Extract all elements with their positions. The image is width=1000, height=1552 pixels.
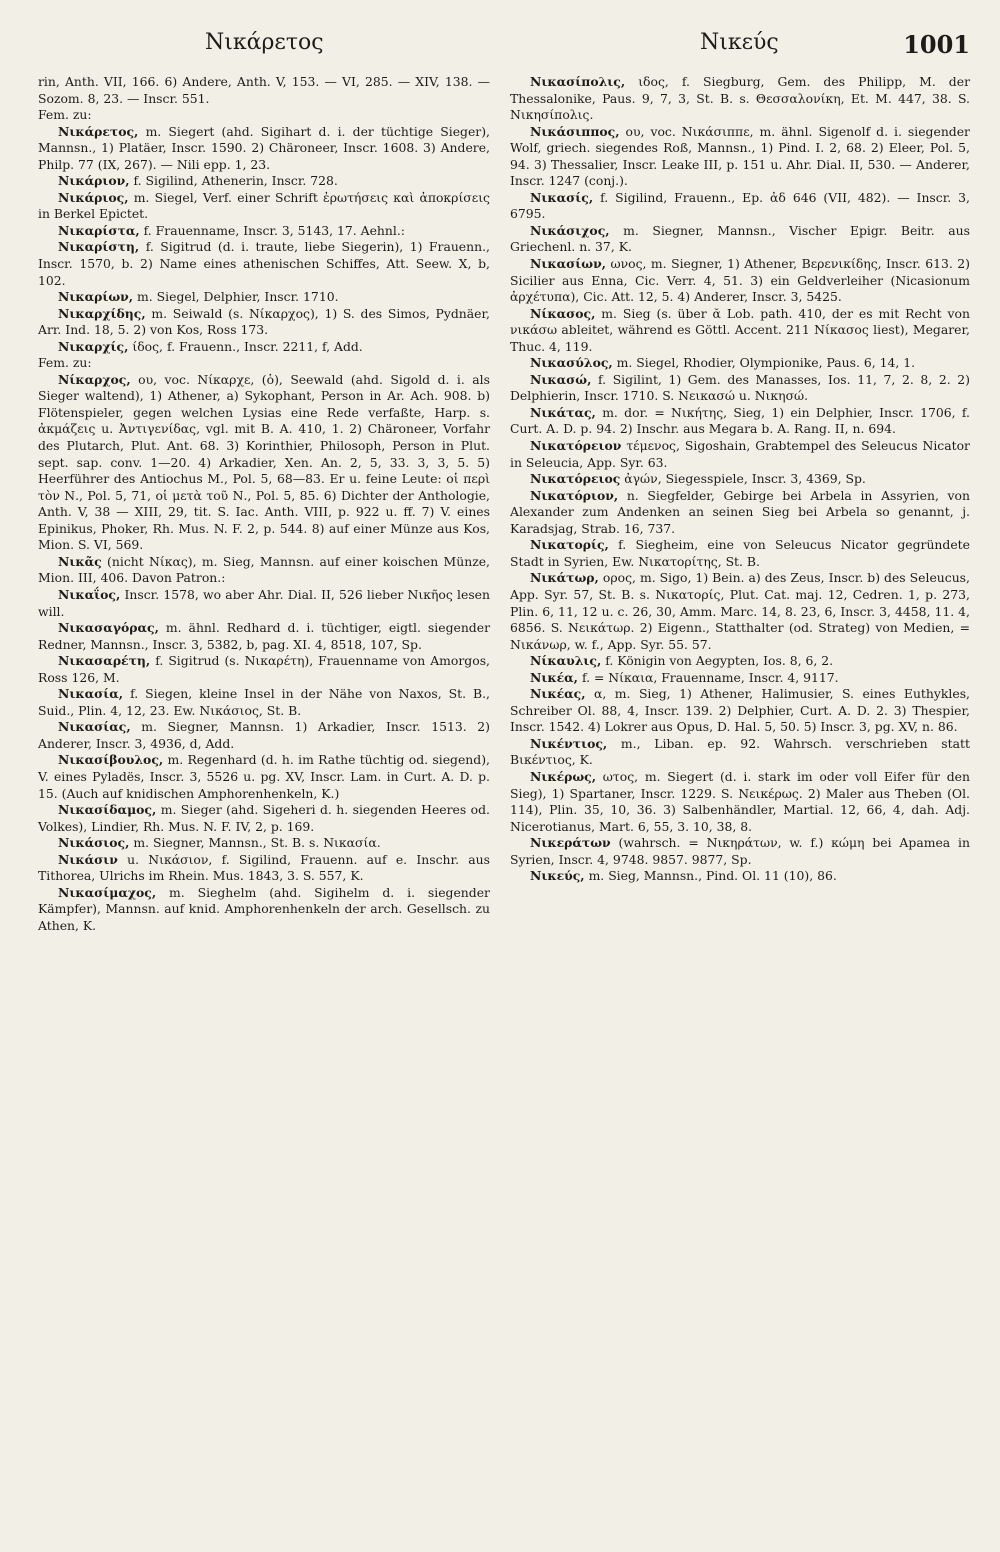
entry-text: m. dor. = Νικήτης, Sieg, 1) ein Delphier, Inscr. 1706, f. Curt. A. D. p. 94. 2) Inschr. aus Megara b. A. Rang. II, n. 694. — [510, 404, 970, 437]
dictionary-entry — [510, 670, 970, 687]
entry-text: ορος, m. Sigo, 1) Bein. a) des Zeus, Inscr. b) des Seleucus, App. Syr. 57, St. B. s. Νικατορίς, Plut. Cat. maj. 12, Cedren. 1, p. 273, Plin. 6, 11, 12 u. c. 26, 30, Amm. Marc. 14, 8. 23, 6, Inscr. 3, 4458, 11. 4, 6856. S. Νεικάτωρ. 2) Eigenn., Statthalter (od. Strateg) von Medien, = Νικάνωρ, w. f., App. Syr. 55. 57. — [510, 570, 970, 652]
entry-text: ίδος, f. Frauenn., Inscr. 2211, f, Add. — [132, 338, 363, 354]
entry-text: (nicht Νίκας), m. Sieg, Mannsn. auf einer koischen Münze, Mion. III, 406. Davon Patron.: — [38, 553, 490, 586]
entry-text: Inscr. 1578, wo aber Ahr. Dial. II, 526 lieber Νικῆος lesen will. — [38, 586, 490, 619]
dictionary-entry — [38, 223, 490, 240]
entry-text: f. Siegen, kleine Insel in der Nähe von Naxos, St. B., Suid., Plin. 4, 12, 23. Ew. Νικάσιος, St. B. — [38, 686, 490, 718]
dictionary-entry — [38, 835, 490, 852]
entry-text: f. Sigilint, 1) Gem. des Manasses, Ios. 11, 7, 2. 8, 2. 2) Delphierin, Inscr. 1710. S. Νεικασώ u. Νικησώ. — [510, 371, 970, 404]
entry-headword: Νικᾶς — [58, 553, 102, 569]
entry-headword: Νικατορίς, — [530, 537, 609, 553]
entry-headword: Νικάριος, — [58, 189, 129, 205]
entry-headword: Νικέρως, — [530, 768, 597, 784]
entry-text: n. Siegfelder, Gebirge bei Arbela in Assyrien, von Alexander zum Andenken an seinen Sieg bei Arbela so genannt, j. Karadsjag, Strab. 16, 737. — [510, 487, 970, 536]
dictionary-entry — [510, 537, 970, 570]
dictionary-entry — [38, 620, 490, 653]
dictionary-entry — [510, 372, 970, 405]
entry-headword: Νικέντιος, — [530, 735, 608, 751]
dictionary-entry — [38, 289, 490, 306]
entry-text: Fem. zu: — [38, 107, 92, 123]
entry-text: f. Königin von Aegypten, Ios. 8, 6, 2. — [605, 653, 834, 669]
entry-text: ωτος, m. Siegert (d. i. stark im oder voll Eifer für den Sieg), 1) Spartaner, Inscr. 1229. S. Νεικέρως. 2) Maler aus Theben (Ol. 114), Plin. 35, 10, 36. 3) Salbenhändler, Martial. 12, 66, 4, dah. Adj. Nicerotianus, Mart. 6, 55, 3. 10, 38, 8. — [510, 768, 970, 834]
entry-headword: Νικέας, — [530, 686, 586, 702]
dictionary-entry — [38, 339, 490, 356]
dictionary-entry — [38, 124, 490, 174]
dictionary-entry — [38, 355, 490, 372]
header-right-title: Νικεύς — [700, 30, 779, 55]
entry-headword: Νικασίβουλος, — [58, 752, 164, 768]
dictionary-entry — [38, 173, 490, 190]
entry-text: ἀγών, Siegesspiele, Inscr. 3, 4369, Sp. — [624, 471, 866, 487]
entry-text: f. = Νίκαια, Frauenname, Inscr. 4, 9117. — [581, 669, 839, 685]
entry-text: f. Siegheim, eine von Seleucus Nicator gegründete Stadt in Syrien, Ew. Νικατορίτης, St. B. — [510, 537, 970, 569]
entry-headword: Νικαρχίδης, — [58, 305, 146, 321]
entry-headword: Νικασαρέτη, — [58, 653, 151, 669]
entry-text: ου, voc. Νίκαρχε, (ὁ), Seewald (ahd. Sigold d. i. als Sieger waltend), 1) Athener, a) Sykophant, Person in Ar. Ach. 908. b) Flötenspieler, gegen welchen Lysias eine Rede verfaßte, Harp. s. ἀκμάζεις u. Ἀντιγενίδας, vgl. mit B. A. 410, 1. 2) Chäroneer, Vorfahr des Plutarch, Plut. Ant. 68. 3) Korinthier, Philosoph, Person in Plut. sept. sap. conv. 1—20. 4) Arkadier, Xen. An. 2, 5, 33. 3, 3, 5. 5) Heerführer des Antiochus M., Pol. 5, 68—83. Er u. feine Leute: οἱ περὶ τὸν Ν., Pol. 5, 71, οἱ μετὰ τοῦ Ν., Pol. 5, 85. 6) Dichter der Anthologie, Anth. V, 38 — XIII, 29, tit. S. Iac. Anth. VIII, p. 922 u. ff. 7) V. eines Epinikus, Phoker, Rh. Mus. N. F. 2, p. 544. 8) auf einer Münze aus Kos, Mion. S. VI, 569. — [38, 371, 490, 553]
entry-headword: Νικαρχίς, — [58, 338, 129, 354]
entry-headword: Νίκασος, — [530, 305, 596, 321]
entry-headword: Νίκαυλις, — [530, 653, 602, 669]
dictionary-entry — [38, 306, 490, 339]
dictionary-entry — [510, 124, 970, 190]
entry-text: m. Regenhard (d. h. im Rathe tüchtig od. siegend), V. eines Pyladës, Inscr. 3, 5526 u. pg. XV, Inscr. Lam. in Curt. A. D. p. 15. (Auch auf knidischen Amphorenhenkeln, K.) — [38, 752, 490, 801]
entry-text: m. Siegner, Mannsn. 1) Arkadier, Inscr. 1513. 2) Anderer, Inscr. 3, 4936, d, Add. — [38, 719, 490, 751]
dictionary-entry — [510, 570, 970, 653]
entry-text: m., Liban. ep. 92. Wahrsch. verschrieben statt Βικέντιος, K. — [510, 735, 970, 768]
dictionary-entry — [510, 835, 970, 868]
dictionary-entry — [510, 223, 970, 256]
entry-text: α, m. Sieg, 1) Athener, Halimusier, S. eines Euthykles, Schreiber Ol. 88, 4, Inscr. 139. 2) Delphier, Curt. A. D. 2. 3) Thespier, Inscr. 1542. 4) Lokrer aus Opus, D. Hal. 5, 50. 5) Inscr. 3, pg. XV, n. 86. — [510, 686, 970, 735]
dictionary-entry — [38, 107, 490, 124]
entry-headword: Νικασίς, — [530, 189, 594, 205]
entry-text: m. Siegner, Mannsn., Vischer Epigr. Beitr. aus Griechenl. n. 37, K. — [510, 222, 970, 255]
entry-text: m. Siegert (ahd. Sigihart d. i. der tüchtige Sieger), Mannsn., 1) Platäer, Inscr. 1590. 2) Chäroneer, Inscr. 1608. 3) Andere, Philp. 77 (IX, 267). — Nili epp. 1, 23. — [38, 123, 490, 172]
dictionary-entry — [510, 405, 970, 438]
entry-text: ιδος, f. Siegburg, Gem. des Philipp, M. der Thessalonike, Paus. 9, 7, 3, St. B. s. Θεσσαλονίκη, Et. M. 447, 38. S. Νικησίπολις. — [510, 74, 970, 123]
dictionary-entry — [38, 190, 490, 223]
dictionary-entry — [38, 686, 490, 719]
entry-text: m. Siegel, Delphier, Inscr. 1710. — [137, 289, 339, 305]
dictionary-entry — [38, 239, 490, 289]
entry-headword: Νικάριον, — [58, 173, 130, 189]
entry-text: ωνος, m. Siegner, 1) Athener, Βερενικίδης, Inscr. 613. 2) Sicilier aus Enna, Cic. Verr. 4, 51. 3) ein Geldverleiher (Nicasionum ἀρχέτυπα), Cic. Att. 12, 5. 4) Anderer, Inscr. 3, 5425. — [510, 256, 970, 305]
dictionary-entry — [510, 686, 970, 736]
entry-headword: Νικάτωρ, — [530, 570, 599, 586]
entry-headword: Νικαΐος, — [58, 586, 121, 602]
page-number: 1001 — [903, 30, 970, 59]
entry-headword: Νικασαγόρας, — [58, 620, 159, 636]
dictionary-entry — [510, 306, 970, 356]
entry-headword: Νικάσιππος, — [530, 123, 620, 139]
entry-headword: Νικασίας, — [58, 719, 131, 735]
dictionary-entry — [510, 74, 970, 124]
entry-text: m. Siegner, Mannsn., St. B. s. Νικασία. — [133, 835, 381, 851]
entry-text: u. Νικάσιον, f. Sigilind, Frauenn. auf e. Inschr. aus Tithorea, Ulrichs im Rhein. Mus. 1843, 3. S. 557, K. — [38, 851, 490, 884]
dictionary-entry — [38, 719, 490, 752]
dictionary-entry — [510, 736, 970, 769]
entry-headword: Νικάσιος, — [58, 835, 130, 851]
dictionary-entry — [510, 256, 970, 306]
entry-headword: Νικασύλος, — [530, 355, 613, 371]
entry-text: m. Siegel, Rhodier, Olympionike, Paus. 6, 14, 1. — [616, 355, 916, 371]
entry-text: m. Sieger (ahd. Sigeheri d. h. siegenden Heeres od. Volkes), Lindier, Rh. Mus. N. F. IV, 2, p. 169. — [38, 802, 490, 834]
entry-text: rin, Anth. VII, 166. 6) Andere, Anth. V, 153. — VI, 285. — XIV, 138. — Sozom. 8, 23. — Inscr. 551. — [38, 74, 490, 106]
entry-headword: Νικάτας, — [530, 404, 596, 420]
entry-headword: Νικάσιχος, — [530, 222, 610, 238]
dictionary-entry — [38, 554, 490, 587]
dictionary-entry — [38, 852, 490, 885]
dictionary-entry — [510, 355, 970, 372]
left-column — [38, 74, 490, 934]
running-header — [0, 30, 1000, 64]
dictionary-entry — [38, 802, 490, 835]
entry-text: τέμενος, Sigoshain, Grabtempel des Seleucus Nicator in Seleucia, App. Syr. 63. — [510, 438, 970, 470]
dictionary-entry — [510, 769, 970, 835]
entry-headword: Νικατόριον, — [530, 487, 619, 503]
dictionary-entry — [38, 752, 490, 802]
entry-text: f. Sigilind, Athenerin, Inscr. 728. — [133, 173, 338, 189]
entry-text: (wahrsch. = Νικηράτων, w. f.) κώμη bei Apamea in Syrien, Inscr. 4, 9748. 9857. 9877, Sp. — [510, 835, 970, 867]
entry-text: Fem. zu: — [38, 355, 92, 371]
entry-headword: Νικεύς, — [530, 868, 585, 884]
dictionary-entry — [38, 372, 490, 554]
entry-headword: Νικασώ, — [530, 371, 592, 387]
entry-text: m. Sieg (s. über ᾰ Lob. path. 410, der es mit Recht von νικάσω ableitet, während es Göttl. Accent. 211 Νίκασος liest), Megarer, Thuc. 4, 119. — [510, 305, 970, 354]
entry-headword: Νικασίμαχος, — [58, 884, 157, 900]
header-left-title: Νικάρετος — [205, 30, 324, 55]
entry-headword: Νικατόρειον — [530, 438, 622, 454]
entry-text: ου, voc. Νικάσιππε, m. ähnl. Sigenolf d. i. siegender Wolf, griech. siegendes Roß, Mannsn., 1) Pind. I. 2, 68. 2) Eleer, Pol. 5, 94. 3) Thessalier, Inscr. Leake III, p. 151 u. Ahr. Dial. II, 530. — Anderer, Inscr. 1247 (conj.). — [510, 123, 970, 189]
entry-headword: Νικεράτων — [530, 835, 611, 851]
entry-headword: Νικαρίων, — [58, 289, 134, 305]
entry-headword: Νικάσιν — [58, 851, 118, 867]
entry-headword: Νικασίπολις, — [530, 74, 626, 89]
entry-text: m. Seiwald (s. Νίκαρχος), 1) S. des Simos, Pydnäer, Arr. Ind. 18, 5. 2) von Kos, Ross 173. — [38, 305, 490, 338]
dictionary-entry — [38, 653, 490, 686]
entry-text: f. Sigilind, Frauenn., Ep. ἀδ 646 (VII, 482). — Inscr. 3, 6795. — [510, 189, 970, 222]
entry-text: m. ähnl. Redhard d. i. tüchtiger, eigtl. siegender Redner, Mannsn., Inscr. 3, 5382, b, pag. XI. 4, 8518, 107, Sp. — [38, 620, 490, 652]
dictionary-entry — [510, 488, 970, 538]
entry-text: m. Sieghelm (ahd. Sigihelm d. i. siegender Kämpfer), Mannsn. auf knid. Amphorenhenkeln der arch. Gesellsch. zu Athen, K. — [38, 884, 490, 933]
entry-text: m. Sieg, Mannsn., Pind. Ol. 11 (10), 86. — [588, 868, 837, 884]
entry-headword: Νικάρετος, — [58, 123, 139, 139]
dictionary-entry — [510, 868, 970, 885]
dictionary-entry — [38, 74, 490, 107]
dictionary-entry — [510, 190, 970, 223]
dictionary-entry — [38, 885, 490, 935]
entry-headword: Νικατόρειος — [530, 471, 621, 487]
right-column — [510, 74, 970, 885]
entry-text: f. Sigitrud (s. Νικαρέτη), Frauenname von Amorgos, Ross 126, M. — [38, 653, 490, 685]
entry-headword: Νικασίδαμος, — [58, 802, 157, 818]
dictionary-entry — [38, 587, 490, 620]
entry-text: f. Sigitrud (d. i. traute, liebe Siegerin), 1) Frauenn., Inscr. 1570, b. 2) Name eines athenischen Schiffes, Att. Seew. X, b, 102. — [38, 239, 490, 288]
dictionary-entry — [510, 438, 970, 471]
entry-text: m. Siegel, Verf. einer Schrift ἐρωτήσεις καὶ ἀποκρίσεις in Berkel Epictet. — [38, 189, 490, 222]
entry-headword: Νίκαρχος, — [58, 371, 131, 387]
dictionary-entry — [510, 471, 970, 488]
entry-headword: Νικαρίστη, — [58, 239, 140, 255]
entry-text: f. Frauenname, Inscr. 3, 5143, 17. Aehnl.: — [143, 222, 405, 238]
dictionary-entry — [510, 653, 970, 670]
entry-headword: Νικέα, — [530, 669, 578, 685]
entry-headword: Νικασίων, — [530, 256, 606, 272]
entry-headword: Νικαρίστα, — [58, 222, 140, 238]
entry-headword: Νικασία, — [58, 686, 124, 702]
